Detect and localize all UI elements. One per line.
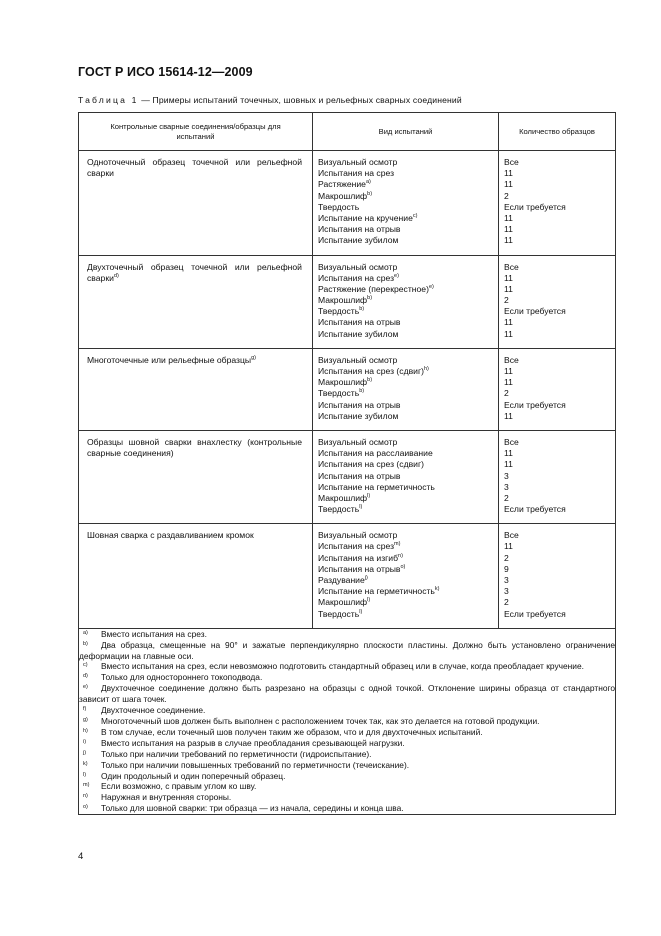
footnote-text: Только для шовной сварки: три образца — из начала, середины и конца шва. [101,803,404,814]
footnote-text: Только для одностороннего токоподвода. [101,672,263,683]
test-name [318,168,494,179]
test-name-text: Испытания на отрыв [318,563,401,574]
footnote-ref: b) [367,295,373,302]
tests-table [78,112,616,815]
specimen-count: 11 [504,459,513,470]
test-name-text: Макрошлиф [318,190,368,201]
document-title: ГОСТ Р ИСО 15614-12—2009 [78,65,253,79]
footnote-text: Наружная и внутренняя стороны. [101,792,232,803]
footnote: c) Вместо испытания на срез, если невозможно подготовить стандартный образец или в случае, когда преобладает кручение. [83,661,584,672]
footnote-ref: o) [400,563,406,570]
specimen-name: Многоточечные или рельефные образцы [87,354,252,365]
footnote-text: Только при наличии требований по герметичности (гидроиспытание). [101,748,372,759]
footnote-text: Вместо испытания на срез, если невозможно подготовить стандартный образец или в случае, когда преобладает кручение. [101,661,584,672]
test-types-cell [313,524,499,629]
test-name [318,235,494,246]
notes-row [79,628,616,814]
specimen-count: 11 [504,224,513,235]
specimen-count: 11 [504,168,513,179]
test-name [318,262,494,273]
test-name [318,224,494,235]
specimen-name: Одноточечный образец точечной или рельефной сварки [87,157,302,179]
footnote: b) Два образца, смещенные на 90° и зажатые перпендикулярно плоскости пластины. Должно быть установлено ограничение деформации на главные оси. [79,639,615,661]
test-name [318,306,494,317]
footnote-ref: b) [367,377,373,384]
test-name [318,355,494,366]
test-name-text: Визуальный осмотр [318,261,398,272]
footnote-text: Многоточечный шов должен быть выполнен с расположением точек так, как это делается на готовой продукции. [101,716,540,726]
footnote-ref: d) [113,272,119,279]
footnote: m) Если возможно, с правым углом ко шву. [83,781,257,792]
footnote-ref: g) [251,354,256,361]
footnote-text: Если возможно, с правым углом ко шву. [101,781,257,792]
test-name [318,191,494,202]
specimen-count: 11 [504,179,513,190]
specimen-count: 3 [504,470,509,481]
specimen-count: 2 [504,295,509,306]
footnote-ref: l) [367,492,371,499]
test-name-text: Испытание зубилом [318,235,399,246]
table-row [79,524,616,629]
test-name-text: Твердость [318,201,360,212]
test-name-text: Испытания на срез [318,168,395,179]
counts-cell [499,430,616,523]
footnote: i) Вместо испытания на разрыв в случае преобладания срезывающей нагрузки. [83,737,405,748]
test-name-text: Испытания на срез [318,541,395,552]
footnote-text: Двухточечное соединение должно быть разрезано на образцы с одной точкой. Отклонение ширины образца от стандартного зависит от шага точек. [79,683,615,705]
specimen-count: Все [504,261,519,272]
test-name-text: Визуальный осмотр [318,157,398,167]
footnote-ref: k) [434,586,440,593]
test-name-text: Испытания на срез (сдвиг) [318,366,424,376]
test-types-cell [313,151,499,256]
footnote-text: Вместо испытания на срез. [101,628,207,639]
test-name [318,366,494,377]
test-name-text: Испытания на отрыв [318,470,401,481]
footnote-text: Один продольный и один поперечный образец. [101,770,286,781]
specimen-count: 2 [504,492,509,503]
test-name [318,179,494,190]
specimen-count: 3 [504,575,509,585]
test-name [318,597,494,608]
test-name [318,493,494,504]
header-count: Количество образцов [499,113,616,151]
test-name-text: Растяжение (перекрестное) [318,283,429,294]
test-name [318,284,494,295]
test-name-text: Визуальный осмотр [318,530,398,541]
specimen-count: 11 [504,328,513,339]
footnote: e) Двухточечное соединение должно быть разрезано на образцы с одной точкой. Отклонение ширины образца от стандартного зависит от шага точек. [79,683,615,705]
specimen-count: 9 [504,563,509,574]
test-name-text: Испытания на отрыв [318,317,401,328]
test-types-cell [313,255,499,348]
footnote-ref: j) [364,575,368,581]
footnote-ref: n) [398,552,403,559]
test-name [318,609,494,620]
test-name-text: Визуальный осмотр [318,436,398,447]
test-name-text: Испытание на кручение [318,212,413,223]
specimen-count: 2 [504,190,509,201]
table-row [79,255,616,348]
counts-cell [499,348,616,430]
specimen-count: 2 [504,597,509,608]
test-name-text: Испытание зубилом [318,410,399,421]
footnote: d) Только для одностороннего токоподвода. [83,672,263,683]
test-name [318,157,494,168]
table-row [79,430,616,523]
test-name [318,459,494,470]
specimen-count: 11 [504,283,513,294]
test-name [318,411,494,422]
test-types-cell [313,430,499,523]
footnote-ref: b) [359,388,365,395]
table-caption-label: Таблица 1 [78,95,139,105]
specimen-count: 2 [504,552,509,563]
test-types-cell [313,348,499,430]
footnote: j) Только при наличии требований по герметичности (гидроиспытание). [83,748,372,759]
specimen-cell [79,255,313,348]
test-name-text: Макрошлиф [318,492,368,503]
table-row [79,151,616,256]
test-name-text: Твердость [318,306,360,317]
specimen-count: 11 [504,410,513,421]
footnote: f) Двухточечное соединение. [83,705,206,716]
test-name-text: Испытания на расслаивание [318,448,433,459]
footnote-ref: a) [365,179,371,186]
specimen-cell [79,151,313,256]
test-name [318,564,494,575]
specimen-name: Двухточечный образец точечной или рельефной сварки [87,261,302,283]
specimen-count: 11 [504,212,513,223]
test-name-text: Визуальный осмотр [318,354,398,365]
header-test-type: Вид испытаний [313,113,499,151]
footnote: a) Вместо испытания на срез. [83,628,207,639]
footnote-ref: e) [428,283,434,290]
footnote: o) Только для шовной сварки: три образца — из начала, середины и конца шва. [83,803,404,814]
table-body [79,151,616,629]
specimen-name: Шовная сварка с раздавливанием кромок [87,530,254,541]
test-name [318,437,494,448]
table-header-row [79,113,616,151]
header-specimens: Контрольные сварные соединения/образцы для испытаний [79,113,313,151]
page-number: 4 [78,851,84,862]
footnote-text: Два образца, смещенные на 90° и зажатые перпендикулярно плоскости пластины. Должно быть установлено ограничение деформации на главные оси. [79,639,615,661]
footnote-ref: b) [359,306,365,313]
footnote-ref: c) [412,212,418,219]
test-name [318,377,494,388]
table-row [79,348,616,430]
test-name-text: Испытание на герметичность [318,586,435,597]
footnote-ref: l) [359,504,363,511]
test-name [318,317,494,328]
specimen-count: 11 [504,541,513,552]
test-name-text: Макрошлиф [318,597,368,608]
table-caption-text: — Примеры испытаний точечных, шовных и рельефных сварных соединений [138,95,462,105]
test-name [318,504,494,515]
footnote-ref: l) [367,597,371,604]
test-name [318,400,494,411]
test-name [318,295,494,306]
specimen-count: Все [504,354,519,365]
test-name [318,273,494,284]
test-name-text: Макрошлиф [318,295,368,306]
test-name-text: Испытание зубилом [318,328,399,339]
test-name-text: Испытания на отрыв [318,399,401,410]
footnote: l) Один продольный и один поперечный образец. [83,770,286,781]
test-name [318,213,494,224]
counts-cell [499,524,616,629]
footnote-text: Двухточечное соединение. [101,705,206,716]
specimen-cell [79,524,313,629]
specimen-count: Все [504,436,519,447]
test-name-text: Испытания на срез [318,272,395,283]
specimen-count: Если требуется [504,201,566,212]
test-name-text: Испытания на изгиб [318,552,399,563]
specimen-cell [79,430,313,523]
test-name-text: Испытания на срез (сдвиг) [318,459,424,470]
footnote: g) Многоточечный шов должен быть выполнен с расположением точек так, как это делается на готовой продукции. [83,716,540,726]
specimen-count: 11 [504,272,513,283]
specimen-count: 3 [504,586,509,597]
specimen-count: 11 [504,377,513,388]
test-name [318,575,494,586]
specimen-count: Все [504,157,519,167]
footnote-ref: e) [394,272,399,279]
specimen-count: 2 [504,388,509,399]
specimen-count: 11 [504,235,513,246]
test-name-text: Макрошлиф [318,377,368,388]
test-name [318,541,494,552]
table-notes [79,628,616,814]
specimen-count: Все [504,530,519,541]
specimen-name: Образцы шовной сварки внахлестку (контрольные сварные соединения) [87,436,302,459]
specimen-count: 11 [504,448,513,459]
footnote: k) Только при наличии повышенных требований по герметичности (течеискание). [83,759,410,770]
test-name [318,448,494,459]
footnote-text: Вместо испытания на разрыв в случае преобладания срезывающей нагрузки. [101,737,405,748]
specimen-count: 11 [504,366,513,376]
test-name [318,471,494,482]
footnote-ref: b) [367,190,373,197]
table-caption [78,95,462,105]
test-name-text: Растяжение [318,179,366,190]
footnote-ref: h) [423,366,429,372]
specimen-count: Если требуется [504,504,566,515]
specimen-count: Если требуется [504,399,566,410]
footnote: h) В том случае, если точечный шов получен таким же образом, что и для двухточечных испытаний. [83,726,483,737]
test-name [318,586,494,597]
test-name-text: Твердость [318,608,360,619]
test-name [318,388,494,399]
test-name-text: Испытание на герметичность [318,481,435,492]
test-name-text: Твердость [318,504,360,515]
footnote-ref: m) [394,541,401,548]
test-name [318,202,494,213]
specimen-count: 3 [504,481,509,492]
footnote-text: В том случае, если точечный шов получен таким же образом, что и для двухточечных испытаний. [101,726,483,737]
test-name [318,329,494,340]
footnote-text: Только при наличии повышенных требований по герметичности (течеискание). [101,759,410,770]
test-name-text: Раздувание [318,575,365,585]
test-name-text: Твердость [318,388,360,399]
specimen-count: 11 [504,317,513,328]
specimen-cell [79,348,313,430]
test-name [318,482,494,493]
specimen-count: Если требуется [504,306,566,317]
footnote-ref: l) [359,608,363,615]
test-name [318,530,494,541]
footnote: n) Наружная и внутренняя стороны. [83,792,232,803]
counts-cell [499,255,616,348]
specimen-count: Если требуется [504,608,566,619]
test-name [318,553,494,564]
test-name-text: Испытания на отрыв [318,224,401,235]
counts-cell [499,151,616,256]
